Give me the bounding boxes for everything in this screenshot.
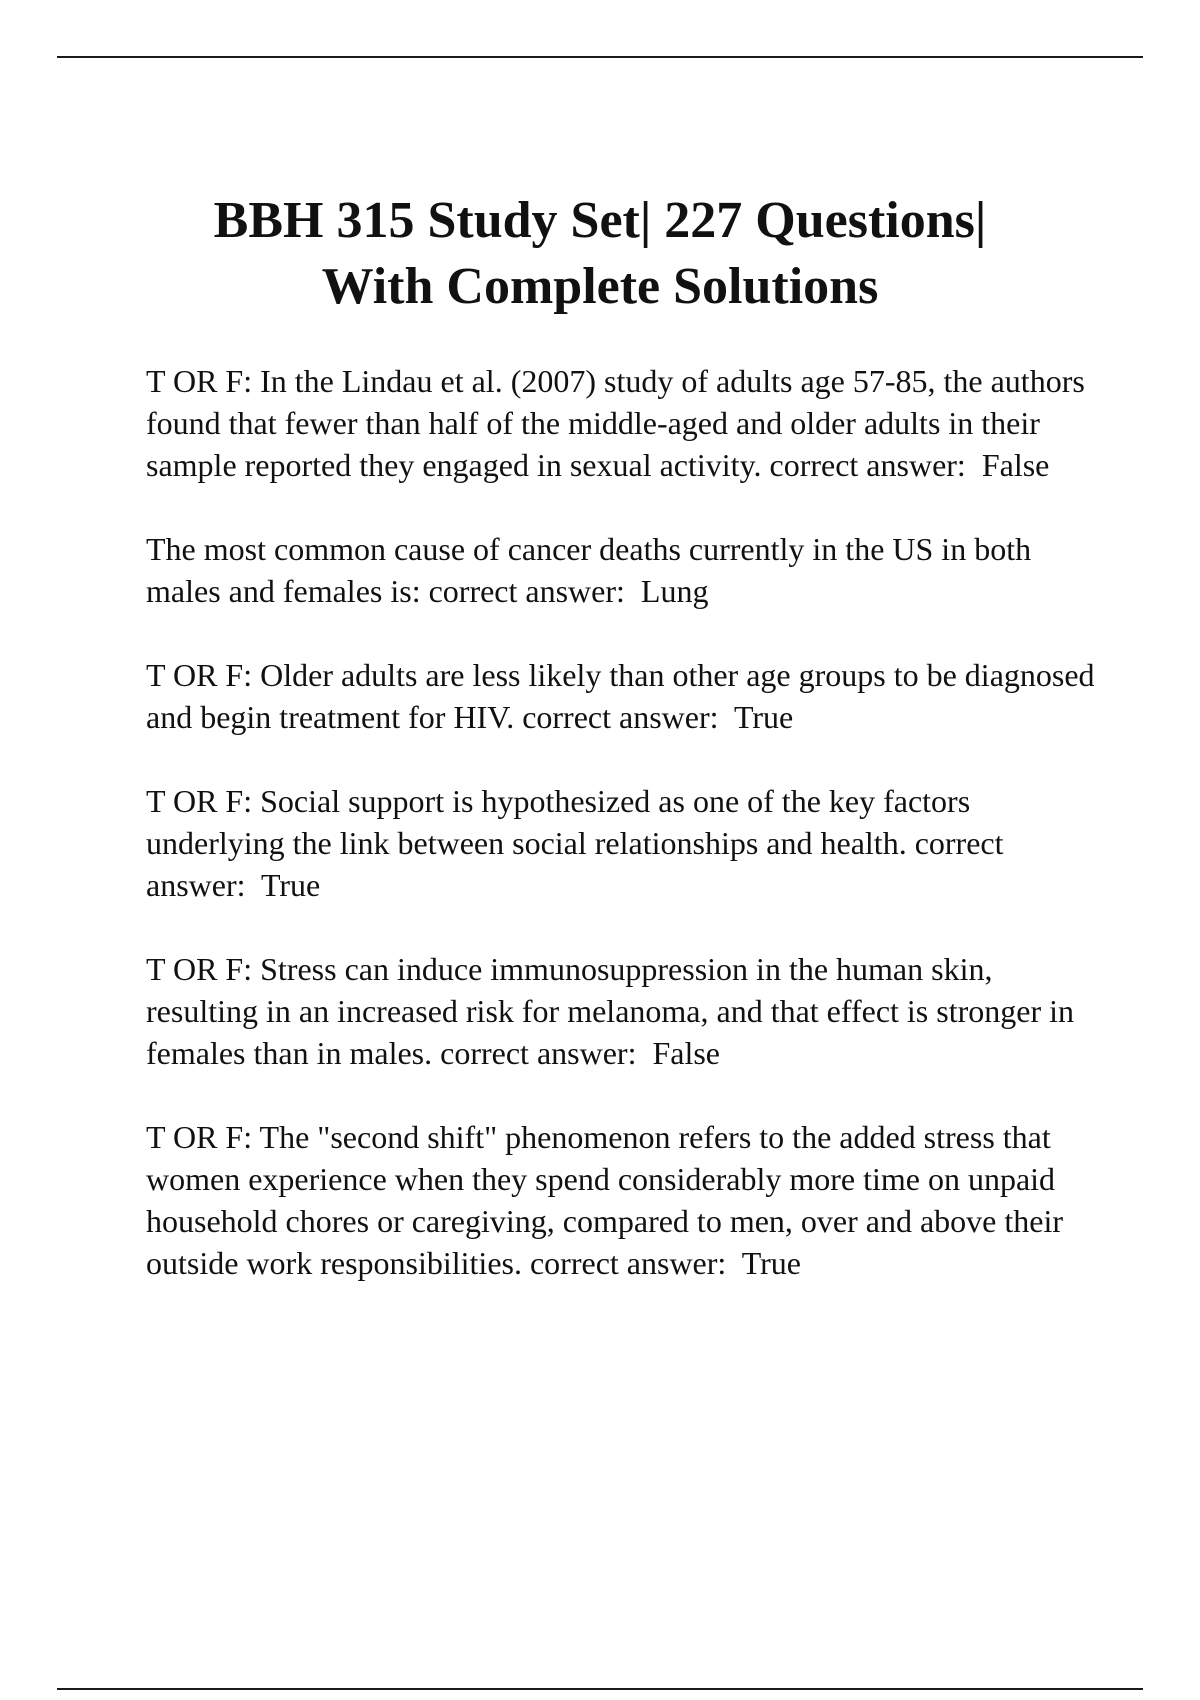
answer-prefix: correct answer:: [529, 1245, 727, 1281]
question-text: T OR F: The "second shift" phenomenon refers to the added stress that women experience when they spend considerably more time on unpaid household chores or caregiving, compared to men, over and above their outside work responsibilities.: [146, 1119, 1064, 1281]
answer-text: True: [734, 1245, 801, 1281]
question-text: The most common cause of cancer deaths currently in the US in both males and females is:: [146, 531, 1032, 609]
question-item: [146, 1116, 1096, 1284]
answer-prefix: correct answer:: [440, 1035, 637, 1071]
question-text: T OR F: Stress can induce immunosuppression in the human skin, resulting in an increased risk for melanoma, and that effect is stronger in females than in males.: [146, 951, 1074, 1071]
answer-text: True: [253, 867, 321, 903]
title-line-1: BBH 315 Study Set| 227 Questions|: [213, 192, 987, 249]
question-item: [146, 780, 1096, 906]
question-text: T OR F: Social support is hypothesized as one of the key factors underlying the link between social relationships and health.: [146, 783, 971, 861]
question-item: [146, 654, 1096, 738]
question-item: [146, 360, 1096, 486]
title-line-2: With Complete Solutions: [321, 258, 879, 315]
question-item: [146, 528, 1096, 612]
top-rule: [57, 56, 1143, 58]
answer-prefix: correct answer:: [522, 699, 719, 735]
question-item: [146, 948, 1096, 1074]
bottom-rule: [57, 1688, 1143, 1690]
answer-prefix: correct answer:: [146, 825, 1004, 903]
answer-text: False: [644, 1035, 720, 1071]
document-title: [100, 188, 1100, 320]
question-text: T OR F: Older adults are less likely than other age groups to be diagnosed and begin treatment for HIV.: [146, 657, 1095, 735]
answer-text: Lung: [632, 573, 709, 609]
answer-text: False: [973, 447, 1050, 483]
answer-prefix: correct answer:: [769, 447, 966, 483]
answer-prefix: correct answer:: [428, 573, 625, 609]
question-list: [146, 360, 1096, 1326]
question-text: T OR F: In the Lindau et al. (2007) study of adults age 57-85, the authors found that fewer than half of the middle-aged and older adults in their sample reported they engaged in sexual activity.: [146, 363, 1085, 483]
answer-text: True: [726, 699, 794, 735]
